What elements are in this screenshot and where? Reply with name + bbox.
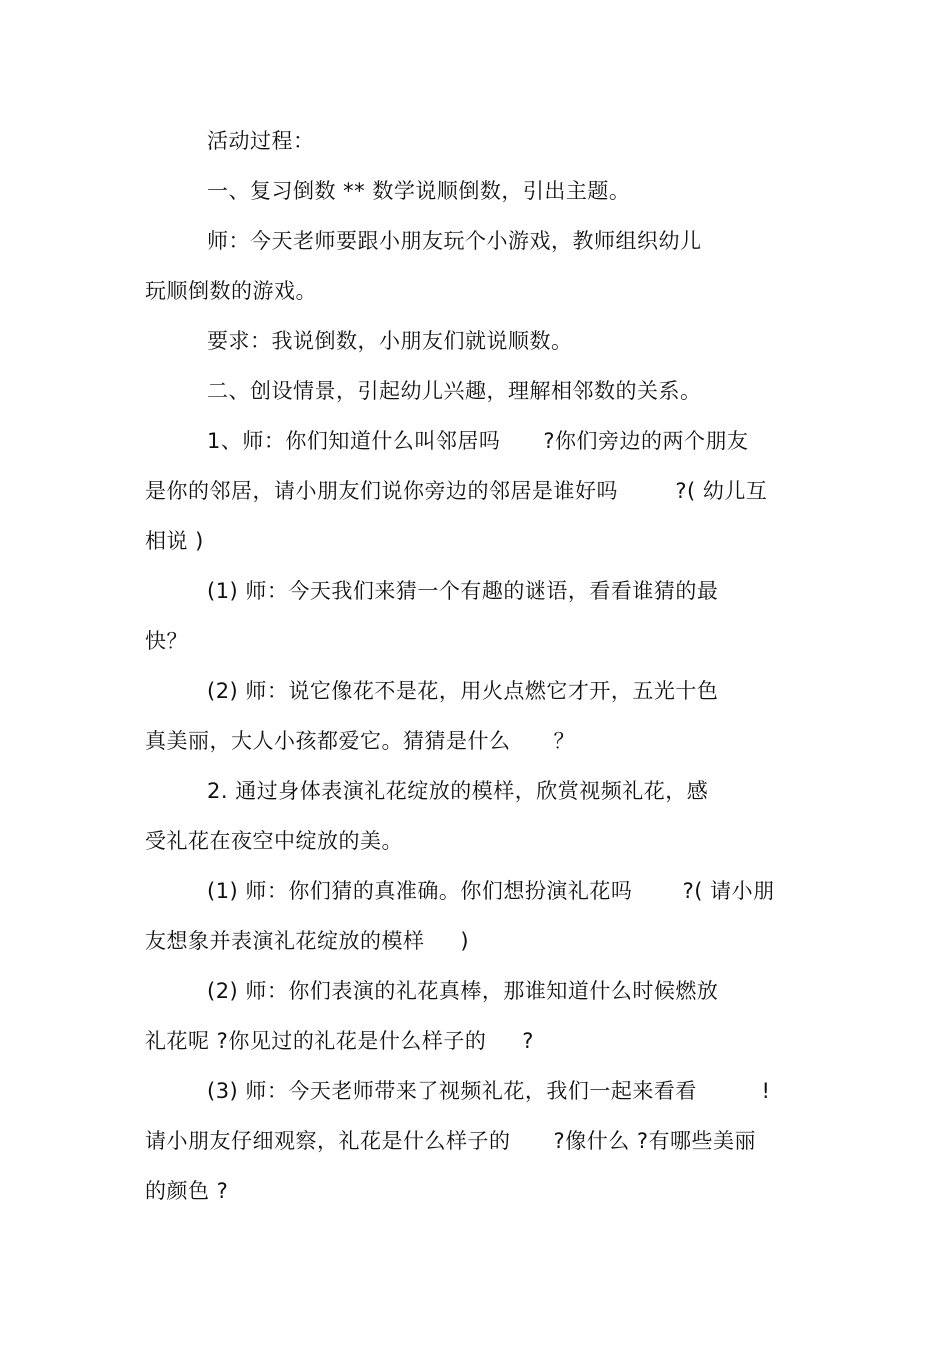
paragraph-line: 请小朋友仔细观察，礼花是什么样子的 ?像什么 ?有哪些美丽 [145,1129,757,1153]
paragraph-line: 友想象并表演礼花绽放的模样 ) [145,929,470,953]
paragraph-line: 真美丽，大人小孩都爱它。猜猜是什么 ？ [145,729,576,753]
paragraph-line: 师：今天老师要跟小朋友玩个小游戏，教师组织幼儿 [207,229,702,253]
paragraph-line: (2) 师：你们表演的礼花真棒，那谁知道什么时候燃放 [207,979,719,1003]
section-heading-activity-process: 活动过程： [207,129,315,153]
paragraph-line: 快？ [145,629,188,653]
requirement-line: 要求：我说倒数，小朋友们就说顺数。 [207,329,573,353]
paragraph-line: (3) 师：今天老师带来了视频礼花，我们一起来看看 ! [207,1079,771,1103]
paragraph-line: 受礼花在夜空中绽放的美。 [145,829,403,853]
paragraph-line: (1) 师：你们猜的真准确。你们想扮演礼花吗 ?( 请小朋 [207,879,775,903]
paragraph-line: (2) 师：说它像花不是花，用火点燃它才开，五光十色 [207,679,719,703]
paragraph-line: 1、师：你们知道什么叫邻居吗 ?你们旁边的两个朋友 [207,429,749,453]
paragraph-line: 玩顺倒数的游戏。 [145,279,317,303]
paragraph-line: 相说 ) [145,529,204,553]
paragraph-line: 的颜色 ? [145,1179,229,1203]
step-one-heading: 一、复习倒数 ** 数学说顺倒数，引出主题。 [207,179,631,203]
sub-step-heading: 2. 通过身体表演礼花绽放的模样，欣赏视频礼花，感 [207,779,709,803]
step-two-heading: 二、创设情景，引起幼儿兴趣，理解相邻数的关系。 [207,379,702,403]
paragraph-line: 是你的邻居，请小朋友们说你旁边的邻居是谁好吗 ?( 幼儿互 [145,479,768,503]
paragraph-line: (1) 师：今天我们来猜一个有趣的谜语，看看谁猜的最 [207,579,719,603]
paragraph-line: 礼花呢 ?你见过的礼花是什么样子的 ? [145,1029,534,1053]
